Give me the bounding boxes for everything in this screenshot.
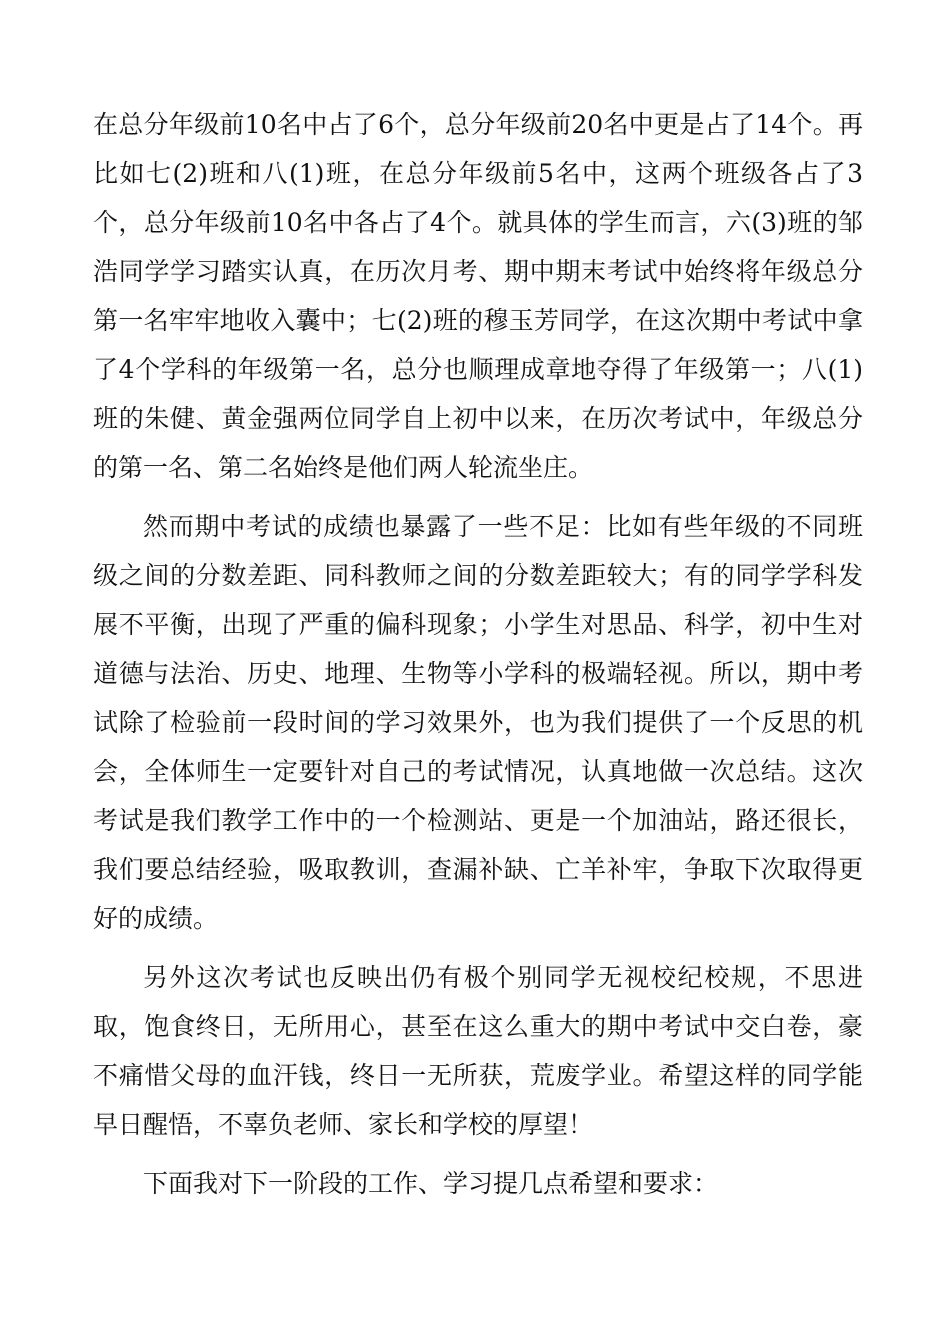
- paragraph-1: 在总分年级前10名中占了6个，总分年级前20名中更是占了14个。再比如七(2)班和八(1)班，在总分年级前5名中，这两个班级各占了3个，总分年级前10名中各占了4个。就具体的学生而言，六(3)班的邹浩同学学习踏实认真，在历次月考、期中期末考试中始终将年级总分第一名牢牢地收入囊中；七(2)班的穆玉芳同学，在这次期中考试中拿了4个学科的年级第一名，总分也顺理成章地夺得了年级第一；八(1)班的朱健、黄金强两位同学自上初中以来，在历次考试中，年级总分的第一名、第二名始终是他们两人轮流坐庄。: [93, 110, 863, 482]
- paragraph-4: 下面我对下一阶段的工作、学习提几点希望和要求：: [143, 1169, 719, 1198]
- paragraph-3: 另外这次考试也反映出仍有极个别同学无视校纪校规，不思进取，饱食终日，无所用心，甚至在这么重大的期中考试中交白卷，豪不痛惜父母的血汗钱，终日一无所获，荒废学业。希望这样的同学能早日醒悟，不辜负老师、家长和学校的厚望！: [93, 963, 863, 1139]
- document-body: [93, 100, 863, 1218]
- paragraph-2: 然而期中考试的成绩也暴露了一些不足：比如有些年级的不同班级之间的分数差距、同科教师之间的分数差距较大；有的同学学科发展不平衡，出现了严重的偏科现象；小学生对思品、科学，初中生对道德与法治、历史、地理、生物等小学科的极端轻视。所以，期中考试除了检验前一段时间的学习效果外，也为我们提供了一个反思的机会，全体师生一定要针对自己的考试情况，认真地做一次总结。这次考试是我们教学工作中的一个检测站、更是一个加油站，路还很长，我们要总结经验，吸取教训，查漏补缺、亡羊补牢，争取下次取得更好的成绩。: [93, 512, 863, 933]
